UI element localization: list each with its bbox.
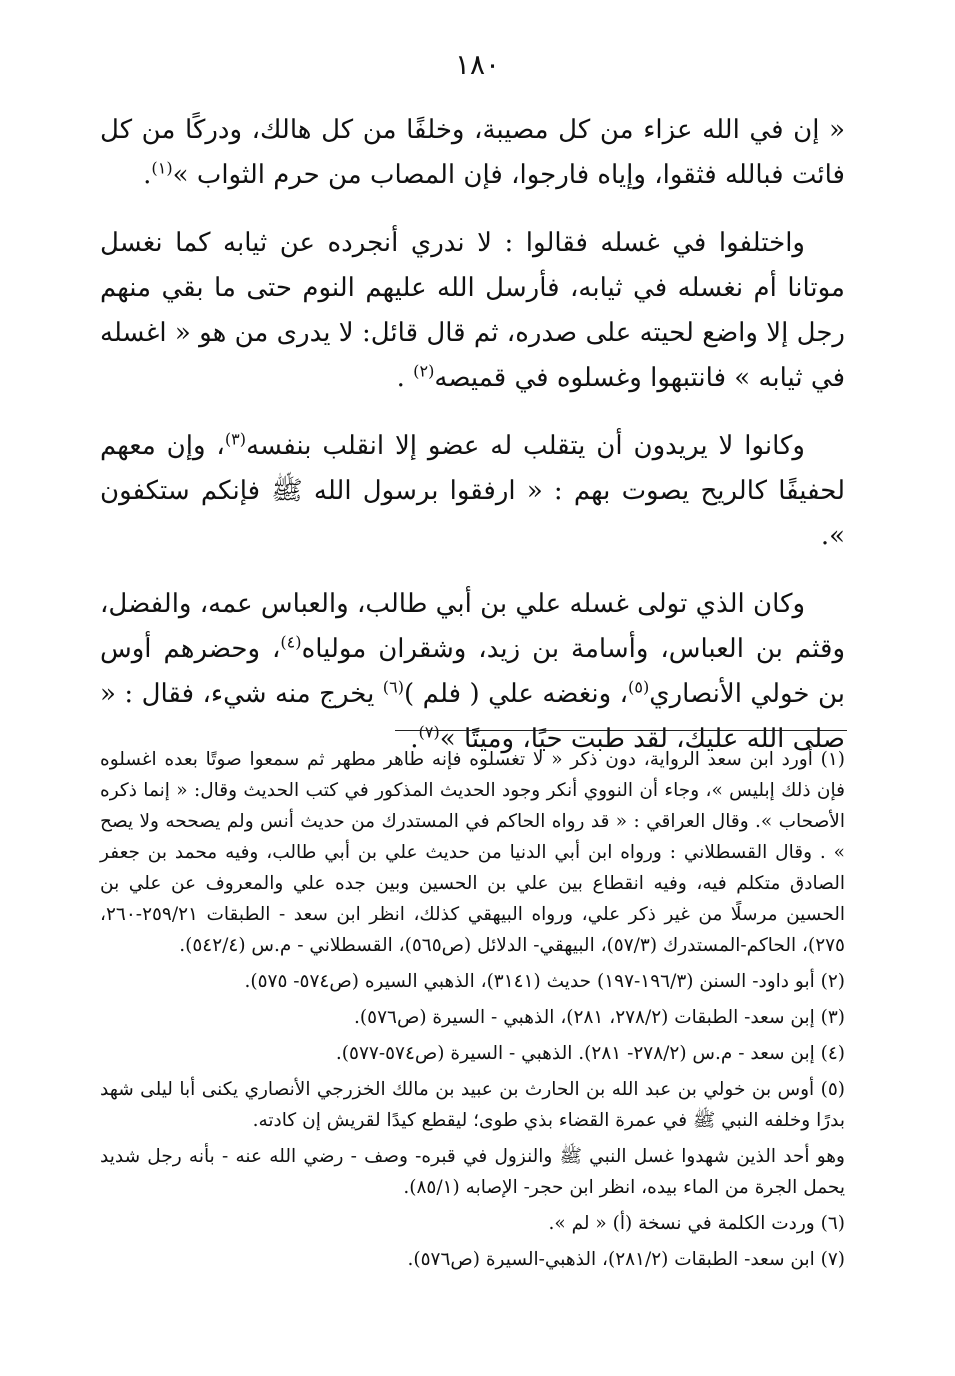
footnote-marker: (٢) xyxy=(413,361,435,381)
footnote-3: (٣) إبن سعد- الطبقات (٢٧٨/٢، ٢٨١)، الذهبي - السيرة (ص٥٧٦). xyxy=(354,1007,845,1028)
footnote-marker: (٦) xyxy=(382,677,405,697)
paragraph-turning-body: وكانوا لا يريدون أن يتقلب له عضو إلا انقلب بنفسه$^{(٣)}$، وإن معهم لحفيفًا كالريح يصوت بهم : « ارفقوا برسول الله ﷺ فإنكم ستكفون ». xyxy=(100,429,845,551)
main-text xyxy=(100,108,845,785)
footnote-marker: (٤) xyxy=(280,632,302,652)
footnote-divider xyxy=(395,730,847,731)
footnote-6: (٦) وردت الكلمة في نسخة (أ) « لم ». xyxy=(548,1213,845,1234)
footnote-marker: (٧) xyxy=(418,722,440,742)
footnote-marker: (١) xyxy=(151,158,173,178)
footnote-1: (١) أورد ابن سعد الرواية، دون ذكر « لا تغسلوه فإنه طاهر مطهر ثم سمعوا صوتًا بعده اغسلوه فإن ذلك إبليس »، وجاء أن النووي أنكر وجود الحديث المذكور في كتب الحديث وقال: « إنما ذكره الأصحاب ». وقال العراقي : « قد رواه الحاكم في المستدرك من حديث أنس ولم يصححه ولا يصح » . وقال القسطلاني : ورواه ابن أبي الدنيا من حديث علي بن أبي طالب، وفيه محمد بن جعفر الصادق متكلم فيه، وفيه انقطاع بين علي بن الحسين وبين جده علي والمعروف عن علي بن الحسين مرسلًا من غير ذكر علي، ورواه البيهقي كذلك، انظر ابن سعد - الطبقات ٢٥٩/٢١-٢٦٠، ٢٧٥)، الحاكم-المستدرك (٥٧/٣)، البيهقي- الدلائل (ص٥٦٥)، القسطلاني - م.س (٥٤٢/٤). xyxy=(100,749,846,956)
paragraph-condolence: « إن في الله عزاء من كل مصيبة، وخلفًا من كل هالك، ودركًا من كل فائت فبالله فثقوا، وإياه فارجوا، فإن المصاب من حرم الثواب »$^{(١)}$. xyxy=(100,115,845,190)
footnote-5: (٥) أوس بن خولي بن عبد الله بن الحارث بن عبيد بن مالك الخزرجي الأنصاري يكنى أبا ليلى شهد بدرًا وخلفه النبي ﷺ في عمرة القضاء بذي طوى؛ ليقطع كيدًا لقريش إن كادته. xyxy=(100,1079,845,1131)
footnote-marker: (٣) xyxy=(224,429,247,449)
footnote-5-continued: وهو أحد الذين شهدوا غسل النبي ﷺ والنزول في قبره- وصف - رضي الله عنه - بأنه رجل شديد يحمل الجرة من الماء بيده، انظر ابن حجر- الإصابه (٨٥/١). xyxy=(100,1146,845,1198)
footnote-marker: (٥) xyxy=(628,677,650,697)
paragraph-who-washed: وكان الذي تولى غسله علي بن أبي طالب، والعباس عمه، والفضل، وقثم بن العباس، وأسامة بن زيد، وشقران مولياه$^{(٤)}$، وحضرهم أوس بن خولي الأنصاري$^{(٥)}$، ونغضه علي ( فلم )$^{(٦)}$ يخرج منه شيء، فقال : « صلى الله عليك، لقد طبت حيًا، وميتًا »$^{(٧)}$. xyxy=(100,589,845,754)
footnotes xyxy=(100,744,845,1280)
footnote-4: (٤) إبن سعد - م.س (٢٧٨/٢- ٢٨١). الذهبي - السيرة (ص٥٧٤-٥٧٧). xyxy=(335,1043,845,1064)
paragraph-washing-dispute: واختلفوا في غسله فقالوا : لا ندري أنجرده عن ثيابه كما نغسل موتانا أم نغسله في ثيابه، فأرسل الله عليهم النوم حتى ما بقي منهم رجل إلا واضع لحيته على صدره، ثم قال قائل: لا يدرى من هو « اغسله في ثيابه » فانتبهوا وغسلوه في قميصه$^{(٢)}$ . xyxy=(100,228,845,393)
footnote-7: (٧) ابن سعد- الطبقات (٢٨١/٢)، الذهبي-السيرة (ص٥٧٦). xyxy=(407,1249,845,1270)
page-number: ١٨٠ xyxy=(454,48,501,81)
footnote-2: (٢) أبو داود- السنن (١٩٦/٣-١٩٧) حديث (٣١٤١)، الذهبي السيره (ص٥٧٤- ٥٧٥). xyxy=(244,971,845,992)
